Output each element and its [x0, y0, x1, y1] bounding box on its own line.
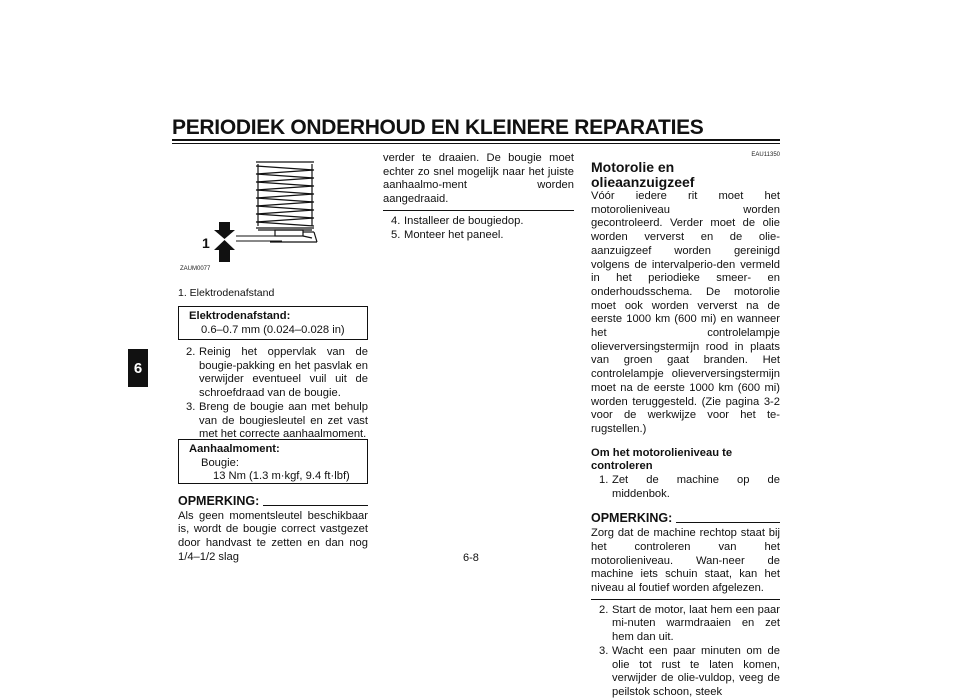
- sub-heading: Om het motorolieniveau te controleren: [591, 446, 733, 473]
- step-text: Wacht een paar minuten om de olie tot rust te laten komen, verwijder de olie-vuldop, veeg de peilstok schoon, steek: [612, 644, 780, 698]
- list-item: [591, 474, 780, 501]
- note-end-rule: [591, 599, 780, 600]
- right-column: [591, 152, 780, 700]
- note-end-rule: [383, 210, 574, 211]
- step-text: Monteer het paneel.: [404, 228, 504, 241]
- spark-plug-figure: [178, 152, 368, 274]
- note-text: Zorg dat de machine rechtop staat bij het controleren van het motorolieniveau. Wan-neer de machine iets schuin staat, kan het niveau al foutief worden afgelezen.: [591, 527, 780, 594]
- step-number: 5.: [391, 228, 401, 241]
- spec-value: 13 Nm (1.3 m·kgf, 9.4 ft·lbf): [213, 470, 350, 483]
- note-text-continued: verder te draaien. De bougie moet echter zo snel mogelijk naar het juiste aanhaalmo-ment worden aangedraaid.: [383, 152, 574, 206]
- spec-box-torque: [178, 439, 368, 484]
- figure-caption: 1. Elektrodenafstand: [178, 287, 275, 299]
- spec-label: Aanhaalmoment:: [189, 443, 280, 455]
- spec-value: 0.6–0.7 mm (0.024–0.028 in): [201, 323, 345, 336]
- section-title: Motorolie en olieaanzuigzeef: [591, 159, 695, 190]
- header-rule: [172, 139, 780, 141]
- list-item: [391, 229, 574, 243]
- step-text: Start de motor, laat hem een paar mi-nuten warmdraaien en zet hem dan uit.: [612, 603, 780, 644]
- step-text: Reinig het oppervlak van de bougie-pakking en het pasvlak en verwijder eventueel vuil uit de schroefdraad van de bougie.: [199, 346, 368, 400]
- note-left: [178, 495, 368, 565]
- left-steps: [186, 346, 368, 442]
- note-heading: OPMERKING:: [178, 494, 260, 508]
- step-number: 3.: [599, 644, 609, 657]
- step-text: Installeer de bougiedop.: [404, 214, 524, 227]
- list-item: [186, 401, 368, 442]
- step-number: 2.: [599, 603, 609, 616]
- section-code: EAU11350: [751, 152, 780, 158]
- list-item: [599, 645, 780, 700]
- note-heading: OPMERKING:: [591, 511, 673, 526]
- middle-column: [383, 152, 574, 242]
- section-intro: Vóór iedere rit moet het motorolieniveau worden gecontroleerd. Verder moet de olie worden ververst en de olie-aanzuigzeef worden gereinigd volgens de intervalperio-den vermeld in het periodieke smeer- en onderhoudsschema. De motorolie moet ook worden ververst na de eerste 1000 km (600 mi) en wanneer het controlelampje olieverversingstermijn rood in plaats van groen gaat branden. Het controlelampje olieverversingstermijn moet na de eerste 1000 km (600 mi) worden teruggesteld. (Zie pagina 3-2 voor de werkwijze voor het te-rugstellen.): [591, 190, 780, 435]
- figure-marker: 1: [202, 235, 210, 251]
- spec-item: Bougie:: [201, 456, 239, 469]
- list-item: [186, 346, 368, 401]
- chapter-tab: 6: [128, 349, 148, 387]
- list-item: [599, 604, 780, 645]
- page-number: 6-8: [463, 552, 479, 564]
- step-number: 4.: [391, 214, 401, 227]
- list-item: [391, 215, 574, 229]
- spark-plug-illustration: [178, 152, 368, 274]
- step-number: 1.: [599, 474, 609, 487]
- header-rule-thin: [172, 143, 780, 144]
- figure-code: ZAUM0077: [180, 266, 211, 272]
- step-text: Zet de machine op de middenbok.: [612, 474, 780, 500]
- spec-label: Elektrodenafstand:: [189, 310, 291, 322]
- note-text: Als geen momentsleutel beschikbaar is, wordt de bougie correct vastgezet door handvast te zetten en dan nog 1/4–1/2 slag: [178, 509, 368, 563]
- page-title: PERIODIEK ONDERHOUD EN KLEINERE REPARATIES: [172, 116, 704, 139]
- step-number: 2.: [186, 346, 196, 358]
- step-text: Breng de bougie aan met behulp van de bougiesleutel en zet vast met het correcte aanhaalmoment.: [199, 400, 368, 441]
- step-number: 3.: [186, 400, 196, 413]
- spec-box-electrode-gap: [178, 306, 368, 340]
